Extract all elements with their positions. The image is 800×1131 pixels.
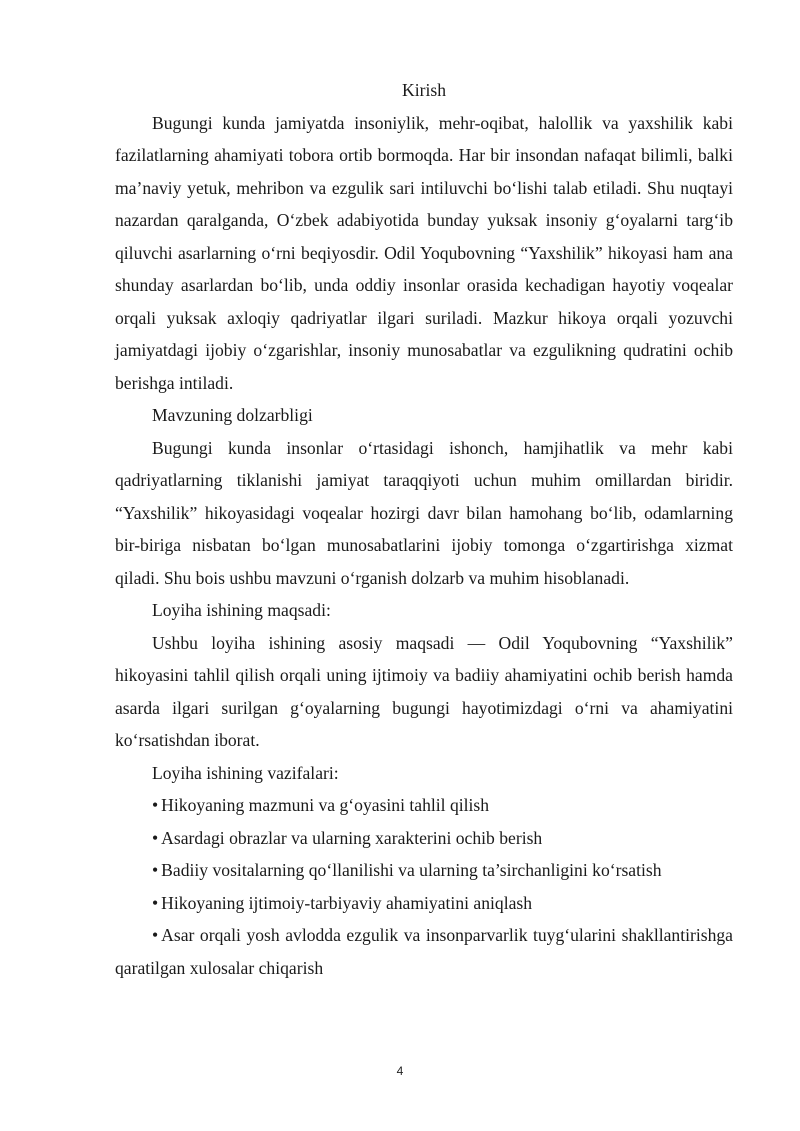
intro-paragraph: Bugungi kunda jamiyatda insoniylik, mehr-oqibat, halollik va yaxshilik kabi fazilatlarning ahamiyati tobora ortib bormoqda. Har bir insondan nafaqat bilimli, balki ma’naviy yetuk, mehribon va ezgulik sari intiluvchi bo‘lishi talab etiladi. Shu nuqtayi nazardan qaralganda, O‘zbek adabiyotida bunday yuksak insoniy g‘oyalarni targ‘ib qiluvchi asarlarning o‘rni beqiyosdir. Odil Yoqubovning “Yaxshilik” hikoyasi ham ana shunday asarlardan bo‘lib, unda oddiy insonlar orasida kechadigan hayotiy voqealar orqali yuksak axloqiy qadriyatlar ilgari suriladi. Mazkur hikoya orqali yozuvchi jamiyatdagi ijobiy o‘zgarishlar, insoniy munosabatlar va ezgulikning qudratini ochib berishga intiladi. bbox=[115, 112, 733, 393]
task-item bbox=[115, 887, 733, 920]
goal-heading: Loyiha ishining maqsadi: bbox=[152, 600, 331, 620]
bullet-icon: • bbox=[152, 892, 159, 913]
section-title: Kirish bbox=[402, 80, 446, 100]
bullet-icon: • bbox=[152, 795, 159, 815]
relevance-heading: Mavzuning dolzarbligi bbox=[152, 405, 313, 425]
task-item-text: Badiiy vositalarning qo‘llanilishi va ularning ta’sirchanligini ko‘rsatish bbox=[161, 860, 662, 880]
task-item-text: Asardagi obrazlar va ularning xarakterini ochib berish bbox=[161, 827, 543, 848]
relevance-paragraph: Bugungi kunda insonlar o‘rtasidagi ishonch, hamjihatlik va mehr kabi qadriyatlarning tiklanishi jamiyat taraqqiyoti uchun muhim omillardan biridir. “Yaxshilik” hikoyasidagi voqealar hozirgi davr bilan hamohang bo‘lib, odamlarning bir-biriga nisbatan bo‘lgan munosabatlarini ijobiy tomonga o‘zgartirishga xizmat qiladi. Shu bois ushbu mavzuni o‘rganish dolzarb va muhim hisoblanadi. bbox=[115, 437, 733, 588]
task-item bbox=[115, 822, 733, 855]
bullet-icon: • bbox=[152, 860, 159, 880]
goal-paragraph: Ushbu loyiha ishining asosiy maqsadi — Odil Yoqubovning “Yaxshilik” hikoyasini tahlil qilish orqali uning ijtimoiy va badiiy ahamiyatini ochib berish hamda asarda ilgari surilgan g‘oyalarning bugungi hayotimizdagi o‘rni va ahamiyatini ko‘rsatishdan iborat. bbox=[115, 632, 733, 750]
task-item-text: Asar orqali yosh avlodda ezgulik va insonparvarlik tuyg‘ularini shakllantirishga qaratilgan xulosalar chiqarish bbox=[115, 925, 733, 978]
tasks-heading: Loyiha ishining vazifalari: bbox=[152, 762, 339, 783]
task-item bbox=[115, 854, 733, 887]
bullet-icon: • bbox=[152, 925, 159, 945]
bullet-icon: • bbox=[152, 827, 159, 848]
page-body bbox=[115, 74, 733, 984]
task-item bbox=[115, 789, 733, 822]
page-number: 4 bbox=[396, 1064, 404, 1078]
task-item-text: Hikoyaning ijtimoiy-tarbiyaviy ahamiyatini aniqlash bbox=[161, 892, 533, 913]
task-item bbox=[115, 919, 733, 984]
task-item-text: Hikoyaning mazmuni va g‘oyasini tahlil qilish bbox=[161, 795, 490, 815]
